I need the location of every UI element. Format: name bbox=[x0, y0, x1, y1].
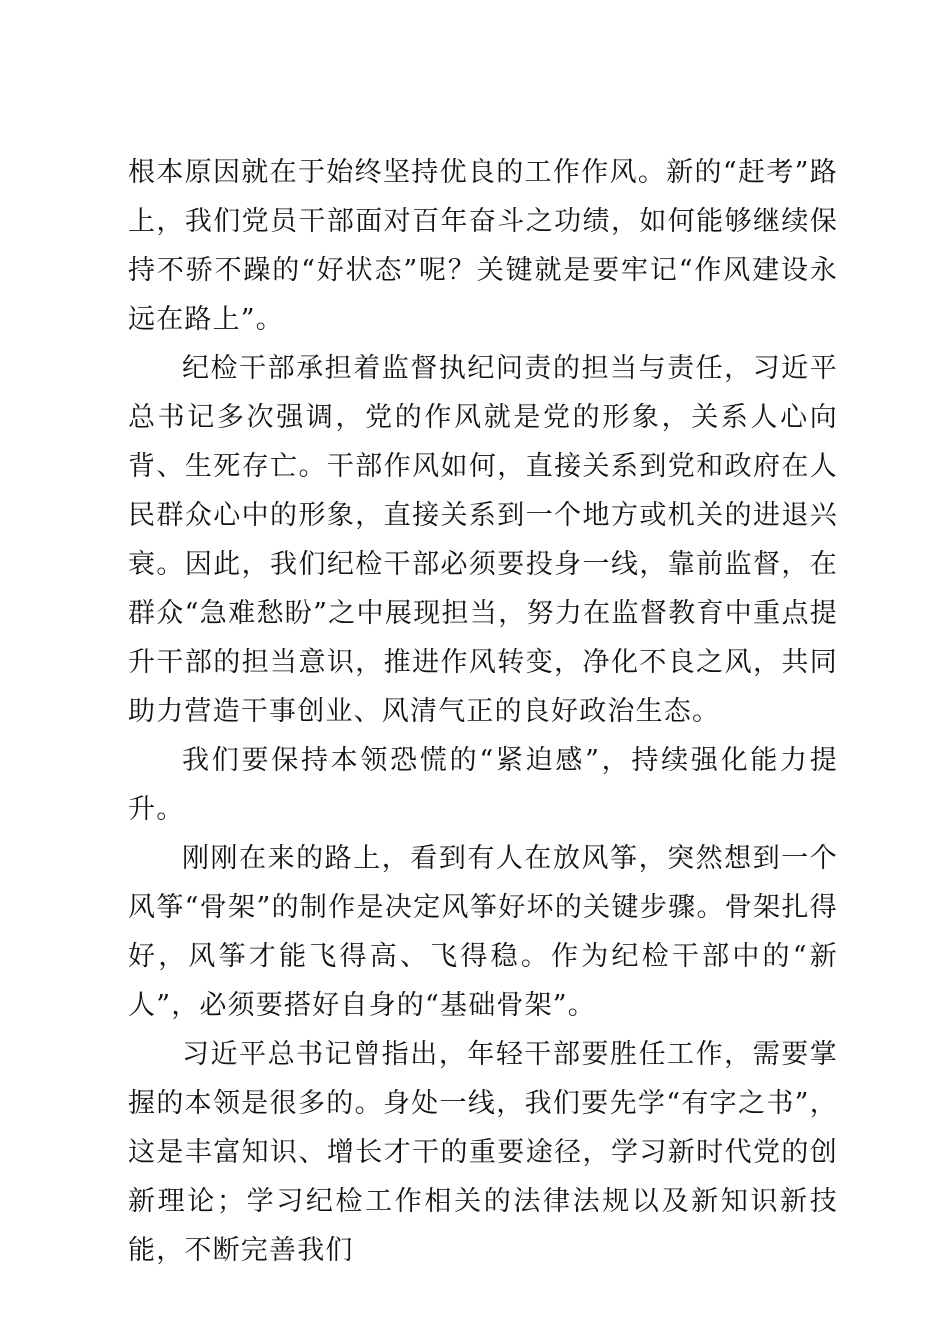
paragraph-2: 纪检干部承担着监督执纪问责的担当与责任，习近平总书记多次强调，党的作风就是党的形象，关系人心向背、生死存亡。干部作风如何，直接关系到党和政府在人民群众心中的形象，直接关系到一个地方或机关的进退兴衰。因此，我们纪检干部必须要投身一线，靠前监督，在群众“急难愁盼”之中展现担当，努力在监督教育中重点提升干部的担当意识，推进作风转变，净化不良之风，共同助力营造干事创业、风清气正的良好政治生态。 bbox=[128, 353, 838, 727]
paragraph-3: 我们要保持本领恐慌的“紧迫感”，持续强化能力提升。 bbox=[128, 745, 838, 825]
paragraph-4: 刚刚在来的路上，看到有人在放风筝，突然想到一个风筝“骨架”的制作是决定风筝好坏的关键步骤。骨架扎得好，风筝才能飞得高、飞得稳。作为纪检干部中的“新人”，必须要搭好自身的“基础骨架”。 bbox=[128, 843, 838, 1021]
document-body bbox=[128, 148, 838, 1275]
paragraph-5: 习近平总书记曾指出，年轻干部要胜任工作，需要掌握的本领是很多的。身处一线，我们要先学“有字之书”，这是丰富知识、增长才干的重要途径，学习新时代党的创新理论；学习纪检工作相关的法律法规以及新知识新技能，不断完善我们 bbox=[128, 1039, 838, 1266]
paragraph-1: 根本原因就在于始终坚持优良的工作作风。新的“赶考”路上，我们党员干部面对百年奋斗之功绩，如何能够继续保持不骄不躁的“好状态”呢？关键就是要牢记“作风建设永远在路上”。 bbox=[128, 157, 838, 335]
